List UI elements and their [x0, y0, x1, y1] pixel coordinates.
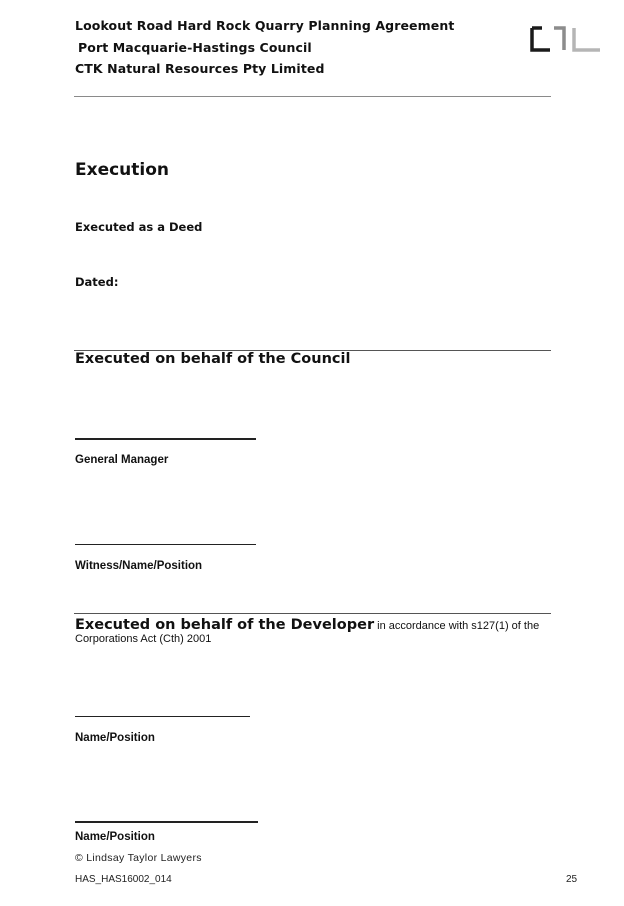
developer-heading-suffix: in accordance with s127(1) of the	[374, 620, 540, 632]
header-title: Lookout Road Hard Rock Quarry Planning Agreement	[75, 18, 455, 33]
dated-label: Dated:	[75, 275, 119, 289]
footer-reference: HAS_HAS16002_014	[75, 874, 172, 885]
developer-heading: Executed on behalf of the Developer	[75, 617, 375, 633]
witness-signature-line	[75, 544, 256, 545]
executed-as-deed: Executed as a Deed	[75, 220, 203, 234]
council-heading: Executed on behalf of the Council	[75, 351, 351, 367]
header-council: Port Macquarie-Hastings Council	[78, 40, 312, 55]
developer-name-position-2: Name/Position	[75, 831, 155, 843]
developer-name-position-1: Name/Position	[75, 732, 155, 744]
footer-copyright: © Lindsay Taylor Lawyers	[75, 852, 202, 864]
general-manager-signature-line	[75, 438, 256, 440]
witness-label: Witness/Name/Position	[75, 560, 203, 572]
page-number: 25	[566, 874, 578, 885]
execution-title: Execution	[75, 160, 170, 180]
developer-heading-line	[75, 614, 539, 633]
header-divider	[74, 96, 551, 97]
developer-signature-line-2	[75, 821, 258, 823]
general-manager-label: General Manager	[75, 454, 169, 466]
ltl-logo-icon	[530, 24, 602, 54]
developer-heading-continuation: Corporations Act (Cth) 2001	[75, 633, 212, 645]
developer-signature-line-1	[75, 716, 250, 717]
header-developer: CTK Natural Resources Pty Limited	[75, 61, 325, 76]
